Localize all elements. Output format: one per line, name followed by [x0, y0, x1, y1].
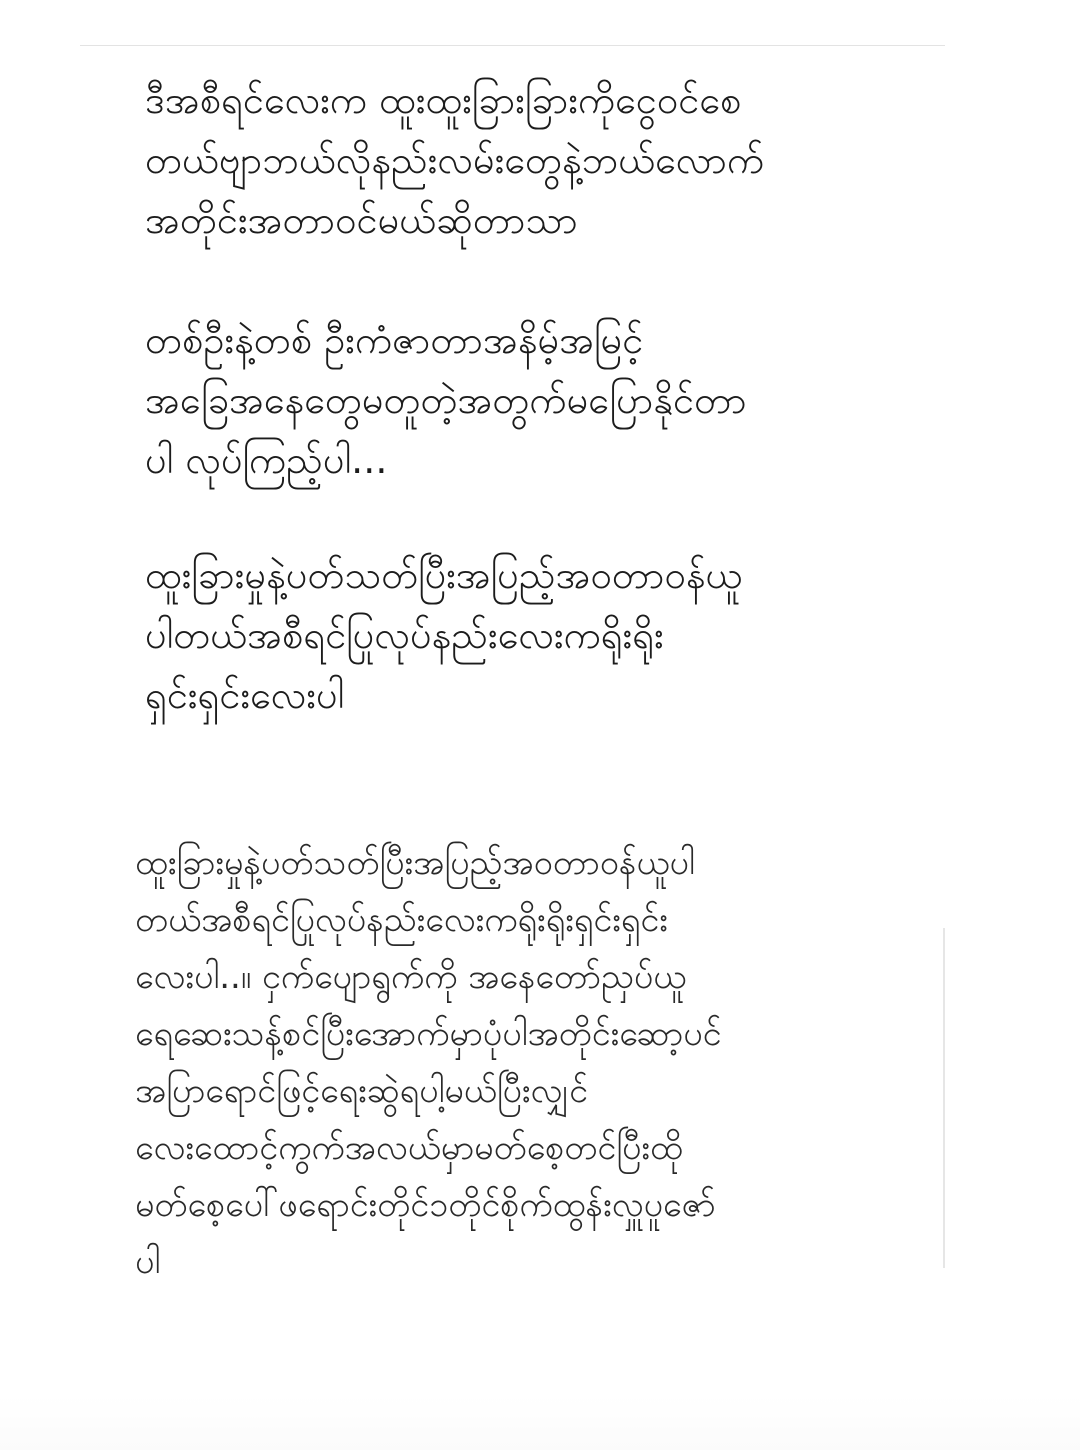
text-line: ထူးခြားမှုနဲ့ပတ်သတ်ပြီးအပြည့်အ၀တာ၀န်ယူပါ [135, 843, 695, 883]
text-line: ဒီအစီရင်လေးက ထူးထူးခြားခြားကိုငွေ၀င်စေ [145, 78, 742, 122]
text-line: ပါတယ်အစီရင်ပြုလုပ်နည်းလေးကရိုးရိုး [145, 613, 664, 657]
post-paragraph-2 [145, 310, 905, 490]
text-line: တယ်အစီရင်ပြုလုပ်နည်းလေးကရိုးရိုးရှင်းရှင်း [135, 900, 668, 940]
comment-text [135, 835, 925, 1291]
text-line: ပါ လုပ်ကြည့်ပါ... [145, 438, 388, 482]
scrollbar[interactable] [943, 928, 945, 1268]
text-line: လေးထောင့်ကွက်အလယ်မှာမတ်စေ့တင်ပြီးထို [135, 1128, 683, 1168]
text-line: ရေဆေးသန့်စင်ပြီးအောက်မှာပုံပါအတိုင်းဆော့ပင် [135, 1014, 722, 1054]
text-line: မတ်စေ့ပေါ်ဖရောင်းတိုင်၁တိုင်စိုက်ထွန်းလှူပူဇော် [135, 1185, 716, 1225]
text-line: တစ်ဦးနဲ့တစ် ဦးကံဇာတာအနိမ့်အမြင့် [145, 318, 644, 362]
top-divider [80, 45, 945, 46]
post-paragraph-1 [145, 70, 905, 250]
text-line: လေးပါ..။ ငှက်ပျောရွက်ကို အနေတော်ညှပ်ယူ [135, 957, 687, 997]
text-line: ပါ [135, 1242, 161, 1282]
text-line: အခြေအနေတွေမတူတဲ့အတွက်မပြောနိုင်တာ [145, 378, 747, 422]
text-line: ထူးခြားမှုနဲ့ပတ်သတ်ပြီးအပြည့်အ၀တာ၀န်ယူ [145, 553, 743, 597]
text-line: အတိုင်းအတာ၀င်မယ်ဆိုတာသာ [145, 198, 578, 242]
text-line: တယ်ဗျာဘယ်လိုနည်းလမ်းတွေနဲ့ဘယ်လောက် [145, 138, 765, 182]
bottom-fade [0, 1395, 1080, 1450]
text-line: ရှင်းရှင်းလေးပါ [145, 673, 345, 717]
post-paragraph-3 [145, 545, 905, 725]
text-line: အပြာရောင်ဖြင့်ရေးဆွဲရပါ့မယ်ပြီးလျှင် [135, 1071, 588, 1111]
